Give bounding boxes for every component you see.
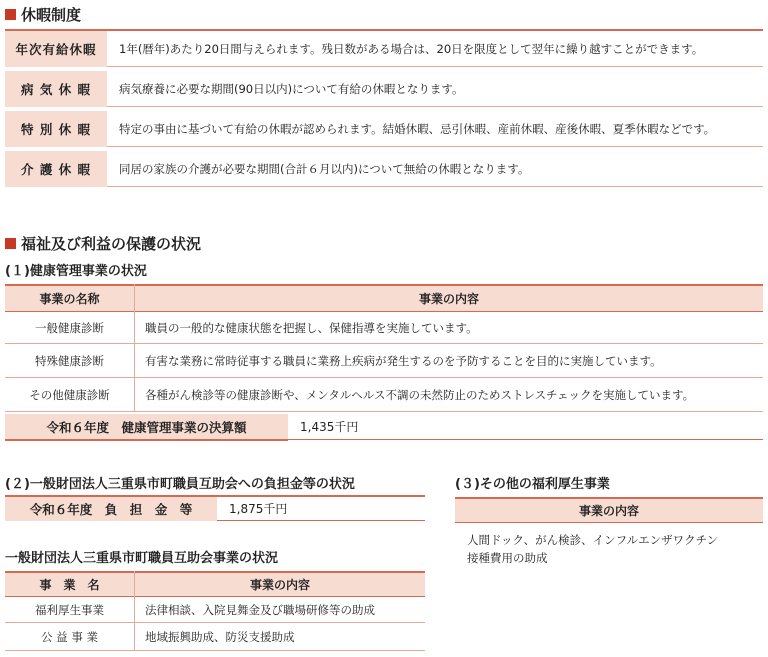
- leave-row: [5, 71, 763, 109]
- leave-text: 同居の家族の介護が必要な期間(合計６月以内)について無給の休暇となります。: [107, 151, 763, 187]
- health-row-content: 各種がん検診等の健康診断や、メンタルヘルス不調の未然防止のためストレスチェックを実施しています。: [135, 378, 763, 412]
- mutual-row-name: 公 益 事 業: [5, 623, 134, 651]
- health-row-content: 有害な業務に常時従事する職員に業務上疾病が発生するのを予防することを目的に実施しています。: [135, 344, 763, 378]
- other-col-content: 事業の内容: [455, 497, 763, 523]
- welfare-heading: [5, 233, 201, 254]
- mutual-row-name: 福利厚生事業: [5, 597, 134, 623]
- health-budget-label: 令和６年度 健康管理事業の決算額: [5, 414, 288, 440]
- mutual-row-content: 地域振興助成、防災支援助成: [135, 623, 425, 651]
- leave-label: 介 護 休 暇: [5, 151, 107, 187]
- health-row-name: 一般健康診断: [5, 312, 134, 344]
- leave-label: 特 別 休 暇: [5, 111, 107, 147]
- leave-row: [5, 111, 763, 149]
- health-row-content: 職員の一般的な健康状態を把握し、保健指導を実施しています。: [135, 312, 763, 344]
- health-budget-value: 1,435千円: [288, 414, 763, 440]
- health-col-name: 事業の名称: [5, 284, 134, 312]
- mutual-col-content: 事業の内容: [135, 571, 425, 597]
- mutual-row-content: 法律相談、入院見舞金及び職場研修等の助成: [135, 597, 425, 623]
- mutual-col-name: 事 業 名: [5, 571, 134, 597]
- mutual-title: (２)一般財団法人三重県市町職員互助会への負担金等の状況: [5, 477, 355, 492]
- health-column-divider: [134, 284, 135, 412]
- other-content-line: 人間ドック、がん検診、インフルエンザワクチン: [467, 533, 719, 547]
- mutual-burden-label: 令和６年度 負 担 金 等: [5, 497, 217, 521]
- mutual-column-divider: [134, 571, 135, 651]
- leave-row: [5, 151, 763, 189]
- red-square-icon: [5, 9, 16, 20]
- mutual-table-title: 一般財団法人三重県市町職員互助会事業の状況: [5, 551, 279, 566]
- leave-heading-text: 休暇制度: [21, 6, 82, 24]
- leave-text: 1年(暦年)あたり20日間与えられます。残日数がある場合は、20日を限度として翌年に繰り越すことができます。: [107, 31, 763, 67]
- leave-heading: [5, 4, 81, 25]
- leave-row: [5, 31, 763, 69]
- red-square-icon: [5, 238, 16, 249]
- welfare-heading-text: 福祉及び利益の保護の状況: [21, 235, 202, 253]
- health-row-name: 特殊健康診断: [5, 344, 134, 378]
- other-content-line: 接種費用の助成: [467, 551, 548, 565]
- mutual-burden-value: 1,875千円: [217, 497, 425, 521]
- leave-text: 病気療養に必要な期間(90日以内)について有給の休暇となります。: [107, 71, 763, 107]
- health-col-content: 事業の内容: [135, 284, 763, 312]
- health-title: (１)健康管理事業の状況: [5, 264, 147, 279]
- health-budget-rule: [5, 439, 288, 441]
- leave-text: 特定の事由に基づいて有給の休暇が認められます。結婚休暇、忌引休暇、産前休暇、産後休暇、夏季休暇などです。: [107, 111, 763, 147]
- health-row-name: その他健康診断: [5, 378, 134, 412]
- other-content: [467, 531, 718, 567]
- leave-label: 病 気 休 暇: [5, 71, 107, 107]
- leave-label: 年次有給休暇: [5, 31, 107, 67]
- other-title: (３)その他の福利厚生事業: [455, 477, 610, 492]
